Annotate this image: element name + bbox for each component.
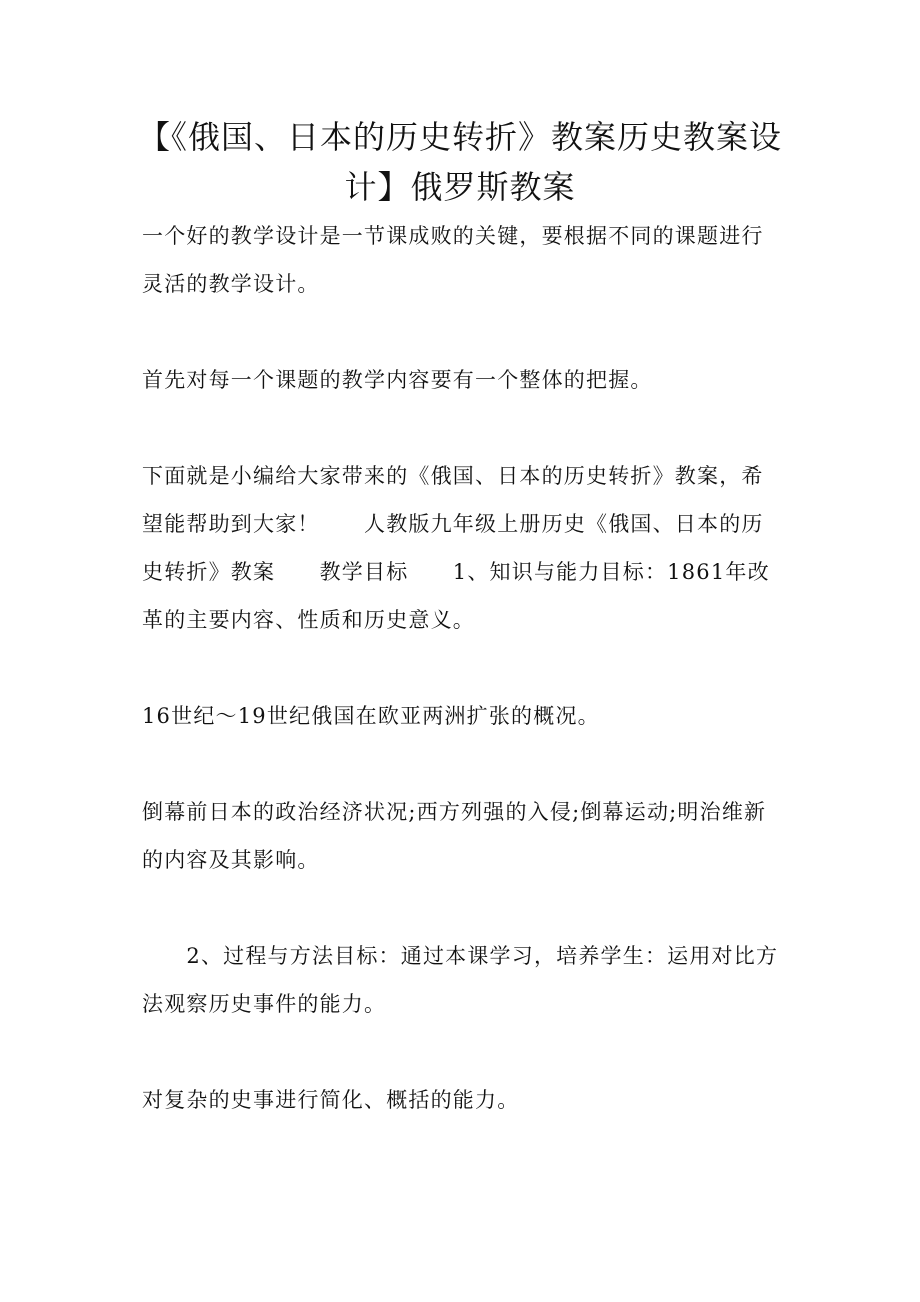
paragraph-objectives: 下面就是小编给大家带来的《俄国、日本的历史转折》教案，希望能帮助到大家！ 人教版九年级上册历史《俄国、日本的历史转折》教案 教学目标 1、知识与能力目标：1861年改革的主要内容、性质和历史意义。	[142, 464, 770, 632]
paragraph-russia-expansion: 16世纪～19世纪俄国在欧亚两洲扩张的概况。	[142, 704, 600, 728]
paragraph-overview: 首先对每一个课题的教学内容要有一个整体的把握。	[142, 368, 653, 392]
paragraph-intro: 一个好的教学设计是一节课成败的关键，要根据不同的课题进行灵活的教学设计。	[142, 224, 764, 296]
document-title: 【《俄国、日本的历史转折》教案历史教案设计】俄罗斯教案	[137, 118, 782, 206]
paragraph-summary-ability: 对复杂的史事进行简化、概括的能力。	[142, 1088, 520, 1112]
paragraph-japan-meiji: 倒幕前日本的政治经济状况;西方列强的入侵;倒幕运动;明治维新的内容及其影响。	[142, 800, 767, 872]
paragraph-process-method: 2、过程与方法目标：通过本课学习，培养学生：运用对比方法观察历史事件的能力。	[142, 944, 779, 1016]
